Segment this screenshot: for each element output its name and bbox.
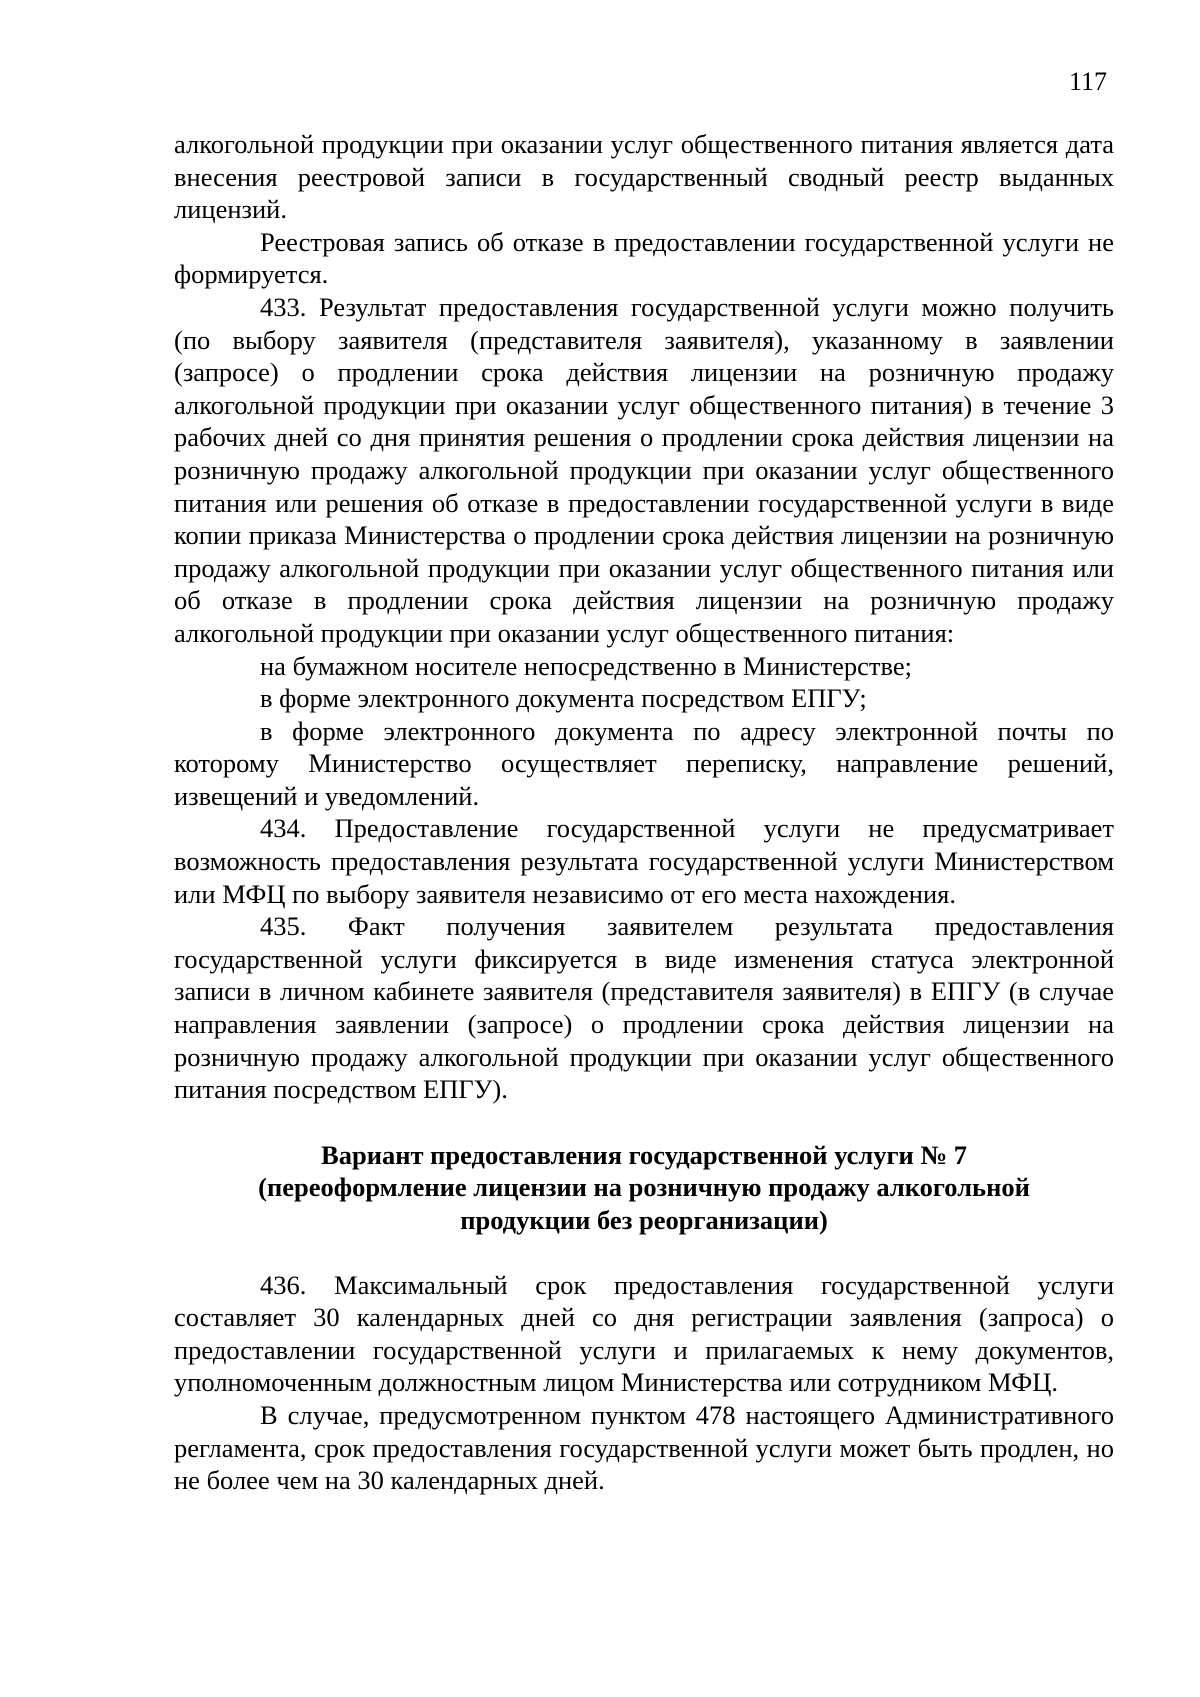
section-heading-line-3: продукции без реорганизации)	[460, 1205, 828, 1235]
paragraph-433: 433. Результат предоставления государственной услуги можно получить (по выбору заявителя (представителя заявителя), указанному в заявлении (запросе) о продлении срока действия лицензии на розничную продажу алкогольной продукции при оказании услуг общественного питания) в течение 3 рабочих дней со дня принятия решения о продлении срока действия лицензии на розничную продажу алкогольной продукции при оказании услуг общественного питания или решения об отказе в предоставлении государственной услуги в виде копии приказа Министерства о продлении срока действия лицензии на розничную продажу алкогольной продукции при оказании услуг общественного питания или об отказе в продлении срока действия лицензии на розничную продажу алкогольной продукции при оказании услуг общественного питания:	[174, 291, 1114, 648]
paragraph-435: 435. Факт получения заявителем результата предоставления государственной услуги фиксируется в виде изменения статуса электронной записи в личном кабинете заявителя (представителя заявителя) в ЕПГУ (в случае направления заявлении (запросе) о продлении срока действия лицензии на розничную продажу алкогольной продукции при оказании услуг общественного питания посредством ЕПГУ).	[174, 911, 1114, 1105]
document-body	[174, 128, 1114, 1497]
section-heading-line-1: Вариант предоставления государственной услуги № 7	[321, 1139, 967, 1170]
paragraph-436: 436. Максимальный срок предоставления государственной услуги составляет 30 календарных дней со дня регистрации заявления (запроса) о предоставлении государственной услуги и прилагаемых к нему документов, уполномоченным должностным лицом Министерства или сотрудником МФЦ.	[174, 1269, 1114, 1398]
list-item-epgu: в форме электронного документа посредством ЕПГУ;	[260, 683, 867, 714]
paragraph-434: 434. Предоставление государственной услуги не предусматривает возможность предоставления результата государственной услуги Министерством или МФЦ по выбору заявителя независимо от его места нахождения.	[174, 813, 1114, 909]
paragraph-registry-refusal: Реестровая запись об отказе в предоставлении государственной услуги не формируется.	[174, 226, 1114, 290]
section-heading-line-2: (переоформление лицензии на розничную продажу алкогольной	[258, 1172, 1030, 1203]
paragraph-continuation: алкогольной продукции при оказании услуг общественного питания является дата внесения реестровой записи в государственный сводный реестр выданных лицензий.	[174, 129, 1114, 225]
list-item-paper: на бумажном носителе непосредственно в Министерстве;	[260, 650, 912, 681]
page-number: 117	[1068, 67, 1107, 96]
list-item-email: в форме электронного документа по адресу электронной почты по которому Министерство осуществляет переписку, направление решений, извещений и уведомлений.	[174, 715, 1114, 811]
paragraph-extension: В случае, предусмотренном пунктом 478 настоящего Административного регламента, срок предоставления государственной услуги может быть продлен, но не более чем на 30 календарных дней.	[174, 1399, 1114, 1496]
section-heading	[174, 1139, 1114, 1237]
